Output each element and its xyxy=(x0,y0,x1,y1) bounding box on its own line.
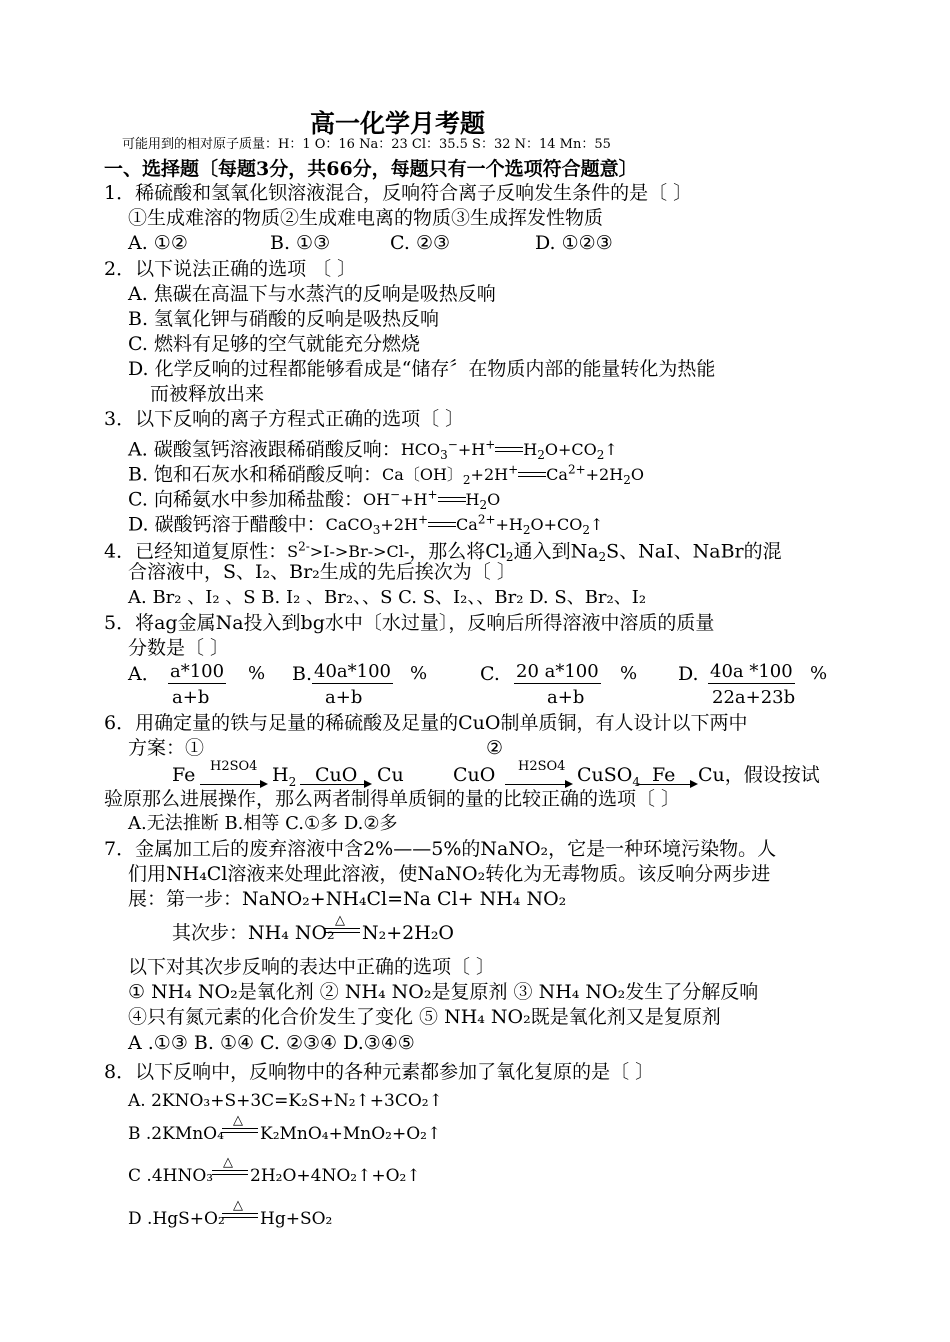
heat-icon: △ xyxy=(233,1113,243,1128)
reaction-arrow xyxy=(200,784,266,785)
q1-option-c: C. ②③ xyxy=(390,232,451,254)
equals-sign xyxy=(495,445,523,455)
q3-option-b-text: B. 饱和石灰水和稀硝酸反响： xyxy=(128,463,383,486)
q5-stem: 5．将ag金属Na投入到bg水中〔水过量〕，反响后所得溶液中溶质的质量 xyxy=(104,612,715,634)
q3-option-a-text: A. 碳酸氢钙溶液跟稀硝酸反响： xyxy=(128,438,401,461)
q1-conditions: ①生成难溶的物质②生成难电离的物质③生成挥发性物质 xyxy=(128,207,604,229)
cu-label: Cu xyxy=(377,764,404,786)
q4-stem: 4．已经知道复原性：$S^{2-}>I->Br->Cl-$，那么将$Cl_2$通入到$Na_2S$、NaI、NaBr的混 xyxy=(104,540,782,565)
h2so4-label-2: H2SO4 xyxy=(518,759,566,774)
q1-option-b: B. ①③ xyxy=(270,232,331,254)
q8-option-c-right: 2H₂O+4NO₂↑+O₂↑ xyxy=(250,1166,421,1186)
q4-stem-b: ，那么将Cl xyxy=(409,540,506,563)
q8-option-c-left: C .4HNO₃ xyxy=(128,1166,214,1186)
q1-option-d: D. ①②③ xyxy=(535,232,613,254)
heat-icon: △ xyxy=(223,1155,233,1170)
q1-stem: 1．稀硫酸和氢氧化钡溶液混合，反响符合离子反响发生条件的是〔 〕 xyxy=(104,182,693,204)
q4-stem-c: 通入到Na xyxy=(513,540,599,563)
percent-sign: % xyxy=(810,663,828,684)
q7-stem-cont-2: 展：第一步：NaNO₂+NH₄Cl=Na Cl+ NH₄ NO₂ xyxy=(128,888,567,910)
q5-option-d-label: D. xyxy=(678,663,699,685)
q2-stem: 2．以下说法正确的选项 〔 〕 xyxy=(104,258,357,280)
h2so4-label: H2SO4 xyxy=(210,759,258,774)
h2-label: $H_2$ xyxy=(272,764,297,789)
q6-scheme-1-label: 方案：① xyxy=(128,737,205,759)
q5-option-c-label: C. xyxy=(480,663,500,685)
equals-sign xyxy=(438,495,466,505)
equals-sign xyxy=(518,470,546,480)
q4-stem-cont: 合溶液中，S、I₂、Br₂生成的先后挨次为〔 〕 xyxy=(128,561,516,583)
q2-option-a: A. 焦碳在高温下与水蒸汽的反响是吸热反响 xyxy=(128,283,496,305)
q7-statements-2: ④只有氮元素的化合价发生了变化 ⑤ NH₄ NO₂既是氧化剂又是复原剂 xyxy=(128,1006,721,1028)
cuo-label-2: CuO xyxy=(453,764,496,786)
q5-option-b-denominator: a+b xyxy=(325,687,363,708)
q3-option-a: A. 碳酸氢钙溶液跟稀硝酸反响：$HCO_3^-+H^+$ $H_2O+CO_2↑$ xyxy=(128,438,618,463)
q2-option-d-cont: 而被释放出来 xyxy=(150,383,265,405)
q5-option-b-numerator: 40a*100 xyxy=(314,661,391,682)
q6-stem-cont: 验原那么进展操作，那么两者制得单质铜的量的比较正确的选项〔 〕 xyxy=(104,788,681,810)
heat-icon: △ xyxy=(233,1198,243,1213)
q3-option-d-text: D. 碳酸钙溶于醋酸中： xyxy=(128,513,326,536)
q3-option-d: D. 碳酸钙溶于醋酸中：CaCO$_3$+2H+ $Ca^{2+}+H_2O+CO_2↑$ xyxy=(128,513,604,538)
fe-label-2: Fe xyxy=(652,764,676,786)
cuo-label: CuO xyxy=(315,764,358,786)
percent-sign: % xyxy=(410,663,428,684)
q5-option-d-numerator: 40a *100 xyxy=(710,661,793,682)
q8-option-b-right: K₂MnO₄+MnO₂+O₂↑ xyxy=(260,1124,442,1144)
q8-option-d-right: Hg+SO₂ xyxy=(260,1209,333,1229)
percent-sign: % xyxy=(620,663,638,684)
atomic-masses: 可能用到的相对原子质量：H：1 O：16 Na：23 Cl：35.5 S：32 N：14 Mn：55 xyxy=(122,137,611,152)
q7-stem-cont-1: 们用NH₄Cl溶液来处理此溶液，使NaNO₂转化为无毒物质。该反响分两步进 xyxy=(128,863,771,885)
q4-options: A. Br₂ 、I₂ 、S B. I₂ 、Br₂、、S C. S、I₂、、Br₂ D. S、Br₂、I₂ xyxy=(128,587,647,608)
q2-option-b: B. 氢氧化钾与硝酸的反响是吸热反响 xyxy=(128,308,440,330)
q7-options: A .①③ B. ①④ C. ②③④ D.③④⑤ xyxy=(128,1032,415,1054)
q5-option-c-numerator: 20 a*100 xyxy=(516,661,599,682)
q3-option-c-text: C. 向稀氨水中参加稀盐酸： xyxy=(128,488,363,511)
reaction-arrow xyxy=(505,784,571,785)
q8-option-a: A. 2KNO₃+S+3C=K₂S+N₂↑+3CO₂↑ xyxy=(128,1091,443,1111)
section-heading: 一、选择题〔每题3分，共66分，每题只有一个选项符合题意〕 xyxy=(104,158,638,180)
q7-step2-left: 其次步：NH₄ NO₂ xyxy=(172,922,335,944)
page-title: 高一化学月考题 xyxy=(310,109,486,138)
q2-option-c: C. 燃料有足够的空气就能充分燃烧 xyxy=(128,333,420,355)
q4-stem-a: 4．已经知道复原性： xyxy=(104,540,288,563)
q8-option-b-left: B .2KMnO₄ xyxy=(128,1124,224,1144)
q5-option-a-denominator: a+b xyxy=(172,687,210,708)
reaction-arrow xyxy=(638,784,696,785)
cuso4-label: CuSO$_4$ xyxy=(577,764,641,789)
q6-scheme-2-label: ② xyxy=(486,737,504,759)
q5-option-b-label: B. xyxy=(292,663,313,685)
q2-option-d: D. 化学反响的过程都能够看成是“储存〞在物质内部的能量转化为热能 xyxy=(128,358,716,380)
reaction-arrow xyxy=(300,784,370,785)
equals-sign xyxy=(428,520,456,530)
percent-sign: % xyxy=(248,663,266,684)
q7-step2-right: N₂+2H₂O xyxy=(362,922,455,944)
q1-option-a: A. ①② xyxy=(128,232,188,254)
q5-option-d-denominator: 22a+23b xyxy=(712,687,796,708)
cu-label-2: Cu，假设按试 xyxy=(698,764,820,786)
q7-stem: 7．金属加工后的废弃溶液中含2%——5%的NaNO₂，它是一种环境污染物。人 xyxy=(104,838,777,860)
heat-icon: △ xyxy=(335,913,345,928)
q3-stem: 3．以下反响的离子方程式正确的选项〔 〕 xyxy=(104,408,465,430)
q5-option-c-denominator: a+b xyxy=(547,687,585,708)
q8-stem: 8．以下反响中，反响物中的各种元素都参加了氧化复原的是〔 〕 xyxy=(104,1061,655,1083)
q6-options: A.无法推断 B.相等 C.①多 D.②多 xyxy=(128,813,398,834)
q5-option-a-label: A． xyxy=(128,663,161,685)
fe-label: Fe xyxy=(172,764,196,786)
q6-stem: 6．用确定量的铁与足量的稀硫酸及足量的CuO制单质铜，有人设计以下两中 xyxy=(104,712,748,734)
q8-option-d-left: D .HgS+O₂ xyxy=(128,1209,225,1229)
q3-option-b: B. 饱和石灰水和稀硝酸反响：Ca〔OH〕$_2$+2H+ $Ca^{2+}+2H_2O$ xyxy=(128,463,644,488)
q3-option-c: C. 向稀氨水中参加稀盐酸：OH−+H+ $H_2O$ xyxy=(128,488,501,513)
q4-stem-d: S、NaI、NaBr的混 xyxy=(606,540,782,563)
q5-stem-cont: 分数是〔 〕 xyxy=(128,637,230,659)
q7-question: 以下对其次步反响的表达中正确的选项〔 〕 xyxy=(128,956,496,978)
q7-statements-1: ① NH₄ NO₂是氧化剂 ② NH₄ NO₂是复原剂 ③ NH₄ NO₂发生了分解反响 xyxy=(128,981,759,1003)
q5-option-a-numerator: a*100 xyxy=(170,661,225,682)
